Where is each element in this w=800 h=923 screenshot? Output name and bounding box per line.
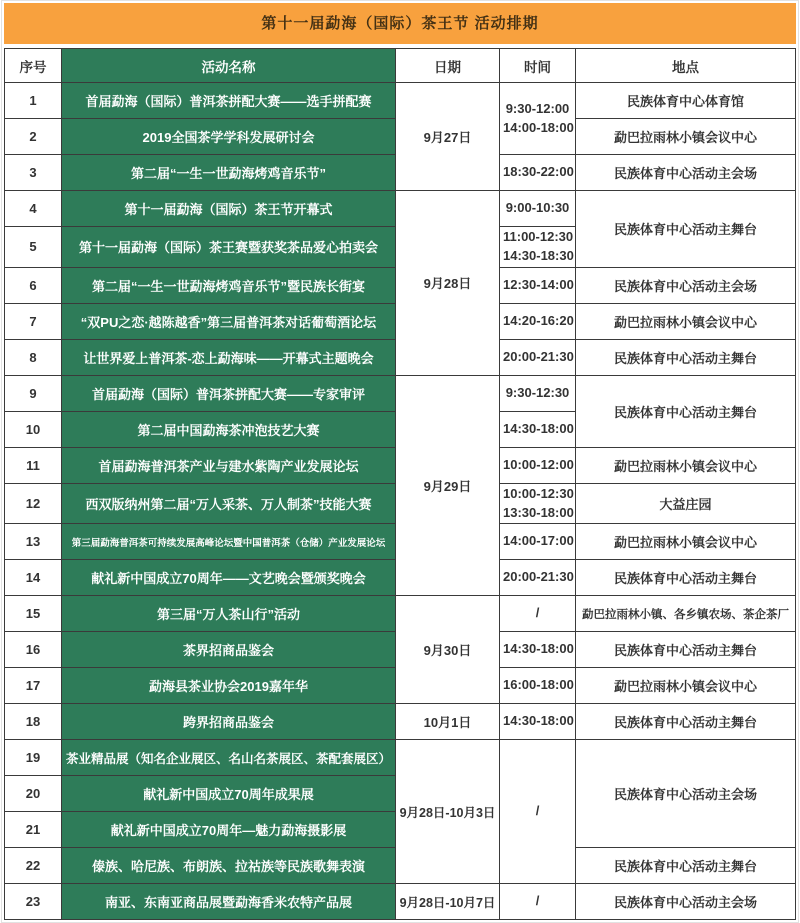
location-cell: 民族体育中心活动主舞台 [576, 848, 796, 884]
time-cell [500, 303, 576, 339]
schedule-table [4, 48, 796, 920]
location-cell: 民族体育中心活动主会场 [576, 155, 796, 191]
schedule-page [1, 0, 799, 923]
activity-name-cell: 西双版纳州第二届“万人采茶、万人制茶”技能大赛 [62, 483, 396, 524]
activity-name-cell: 傣族、哈尼族、布朗族、拉祜族等民族歌舞表演 [62, 848, 396, 884]
row-number-cell: 8 [5, 339, 62, 375]
time-range: 10:00-12:00 [503, 456, 574, 472]
time-cell [500, 83, 576, 155]
date-cell: 9月30日 [396, 596, 500, 704]
time-cell [500, 411, 576, 447]
row-number-cell: 17 [5, 668, 62, 704]
row-number-cell: 6 [5, 267, 62, 303]
time-cell [500, 267, 576, 303]
date-cell: 9月28日-10月7日 [396, 884, 500, 920]
time-range: 11:00-12:30 [503, 229, 574, 244]
time-range: 9:30-12:00 [505, 100, 570, 116]
location-cell: 民族体育中心活动主会场 [576, 267, 796, 303]
activity-name-cell: 首届勐海（国际）普洱茶拼配大赛——专家审评 [62, 375, 396, 411]
row-number-cell: 16 [5, 632, 62, 668]
row-number-cell: 13 [5, 524, 62, 560]
activity-name-cell: 茶界招商品鉴会 [62, 632, 396, 668]
location-cell: 民族体育中心活动主舞台 [576, 375, 796, 447]
time-cell [500, 375, 576, 411]
time-range: 14:30-18:00 [503, 420, 574, 436]
time-range: 9:00-10:30 [505, 200, 570, 216]
time-range: 16:00-18:00 [503, 677, 574, 693]
time-range: / [535, 803, 540, 819]
row-number-cell: 18 [5, 704, 62, 740]
time-cell [500, 227, 576, 268]
time-range: 20:00-21:30 [503, 348, 574, 364]
time-range: 14:30-18:00 [503, 713, 574, 729]
row-number-cell: 9 [5, 375, 62, 411]
time-range: 10:00-12:30 [503, 485, 574, 501]
row-number-cell: 12 [5, 483, 62, 524]
time-cell [500, 740, 576, 884]
location-cell: 勐巴拉雨林小镇、各乡镇农场、茶企茶厂 [576, 596, 796, 632]
date-cell: 10月1日 [396, 704, 500, 740]
col-header-date: 日期 [396, 49, 500, 83]
activity-name-cell: 让世界爱上普洱茶-恋上勐海味——开幕式主题晚会 [62, 339, 396, 375]
location-cell: 勐巴拉雨林小镇会议中心 [576, 303, 796, 339]
row-number-cell: 7 [5, 303, 62, 339]
activity-name-cell: 首届勐海（国际）普洱茶拼配大赛——选手拼配赛 [62, 83, 396, 119]
location-cell: 大益庄园 [576, 483, 796, 524]
col-header-activity: 活动名称 [62, 49, 396, 83]
time-cell [500, 884, 576, 920]
activity-name-cell: 第三届“万人茶山行”活动 [62, 596, 396, 632]
time-cell [500, 339, 576, 375]
col-header-no: 序号 [5, 49, 62, 83]
location-cell: 民族体育中心活动主舞台 [576, 632, 796, 668]
schedule-table-body [5, 83, 796, 920]
time-cell [500, 632, 576, 668]
time-cell [500, 483, 576, 524]
activity-name-cell: 献礼新中国成立70周年——文艺晚会暨颁奖晚会 [62, 560, 396, 596]
activity-name-cell: “双PU之恋·越陈越香”第三届普洱茶对话葡萄酒论坛 [62, 303, 396, 339]
time-range: 14:00-18:00 [503, 119, 574, 135]
activity-name-cell: 南亚、东南亚商品展暨勐海香米农特产品展 [62, 884, 396, 920]
activity-name-cell: 第三届勐海普洱茶可持续发展高峰论坛暨中国普洱茶（仓储）产业发展论坛 [62, 524, 396, 560]
row-number-cell: 15 [5, 596, 62, 632]
time-cell [500, 524, 576, 560]
page-title: 第十一届勐海（国际）茶王节 活动排期 [4, 3, 796, 44]
row-number-cell: 1 [5, 83, 62, 119]
location-cell: 民族体育中心体育馆 [576, 83, 796, 119]
time-range: / [535, 893, 540, 909]
table-row [5, 83, 796, 119]
time-range: 18:30-22:00 [503, 164, 574, 180]
row-number-cell: 11 [5, 447, 62, 483]
header-row [5, 49, 796, 83]
date-cell: 9月28日 [396, 191, 500, 376]
activity-name-cell: 第二届中国勐海茶冲泡技艺大赛 [62, 411, 396, 447]
location-cell: 勐巴拉雨林小镇会议中心 [576, 447, 796, 483]
time-cell [500, 155, 576, 191]
time-cell [500, 596, 576, 632]
time-cell [500, 668, 576, 704]
activity-name-cell: 跨界招商品鉴会 [62, 704, 396, 740]
time-range: 14:30-18:30 [503, 247, 574, 263]
table-row [5, 191, 796, 227]
col-header-location: 地点 [576, 49, 796, 83]
time-range: 9:30-12:30 [505, 384, 570, 400]
time-range: 13:30-18:00 [503, 504, 574, 520]
time-range: 14:00-17:00 [503, 533, 574, 549]
activity-name-cell: 茶业精品展（知名企业展区、名山名茶展区、茶配套展区） [62, 740, 396, 776]
row-number-cell: 14 [5, 560, 62, 596]
date-cell: 9月27日 [396, 83, 500, 191]
col-header-time: 时间 [500, 49, 576, 83]
table-row [5, 884, 796, 920]
table-row [5, 704, 796, 740]
activity-name-cell: 勐海县茶业协会2019嘉年华 [62, 668, 396, 704]
time-range: 14:30-18:00 [503, 641, 574, 657]
time-range: 20:00-21:30 [503, 569, 574, 585]
activity-name-cell: 第十一届勐海（国际）茶王赛暨获奖茶品爱心拍卖会 [62, 227, 396, 268]
time-range: 14:20-16:20 [503, 312, 574, 328]
time-range: / [535, 605, 540, 621]
activity-name-cell: 第二届“一生一世勐海烤鸡音乐节”暨民族长街宴 [62, 267, 396, 303]
activity-name-cell: 2019全国茶学学科发展研讨会 [62, 119, 396, 155]
table-row [5, 375, 796, 411]
row-number-cell: 3 [5, 155, 62, 191]
row-number-cell: 2 [5, 119, 62, 155]
date-cell: 9月28日-10月3日 [396, 740, 500, 884]
activity-name-cell: 献礼新中国成立70周年成果展 [62, 776, 396, 812]
location-cell: 民族体育中心活动主会场 [576, 884, 796, 920]
activity-name-cell: 第十一届勐海（国际）茶王节开幕式 [62, 191, 396, 227]
activity-name-cell: 第二届“一生一世勐海烤鸡音乐节” [62, 155, 396, 191]
row-number-cell: 23 [5, 884, 62, 920]
table-row [5, 596, 796, 632]
table-row [5, 740, 796, 776]
location-cell: 民族体育中心活动主会场 [576, 740, 796, 848]
activity-name-cell: 首届勐海普洱茶产业与建水紫陶产业发展论坛 [62, 447, 396, 483]
time-cell [500, 191, 576, 227]
location-cell: 勐巴拉雨林小镇会议中心 [576, 119, 796, 155]
time-cell [500, 447, 576, 483]
activity-name-cell: 献礼新中国成立70周年—魅力勐海摄影展 [62, 812, 396, 848]
row-number-cell: 19 [5, 740, 62, 776]
time-range: 12:30-14:00 [503, 276, 574, 292]
row-number-cell: 10 [5, 411, 62, 447]
row-number-cell: 4 [5, 191, 62, 227]
row-number-cell: 21 [5, 812, 62, 848]
time-cell [500, 560, 576, 596]
location-cell: 民族体育中心活动主舞台 [576, 560, 796, 596]
row-number-cell: 22 [5, 848, 62, 884]
location-cell: 民族体育中心活动主舞台 [576, 704, 796, 740]
location-cell: 民族体育中心活动主舞台 [576, 191, 796, 268]
location-cell: 勐巴拉雨林小镇会议中心 [576, 668, 796, 704]
row-number-cell: 20 [5, 776, 62, 812]
location-cell: 勐巴拉雨林小镇会议中心 [576, 524, 796, 560]
location-cell: 民族体育中心活动主舞台 [576, 339, 796, 375]
row-number-cell: 5 [5, 227, 62, 268]
date-cell: 9月29日 [396, 375, 500, 596]
time-cell [500, 704, 576, 740]
